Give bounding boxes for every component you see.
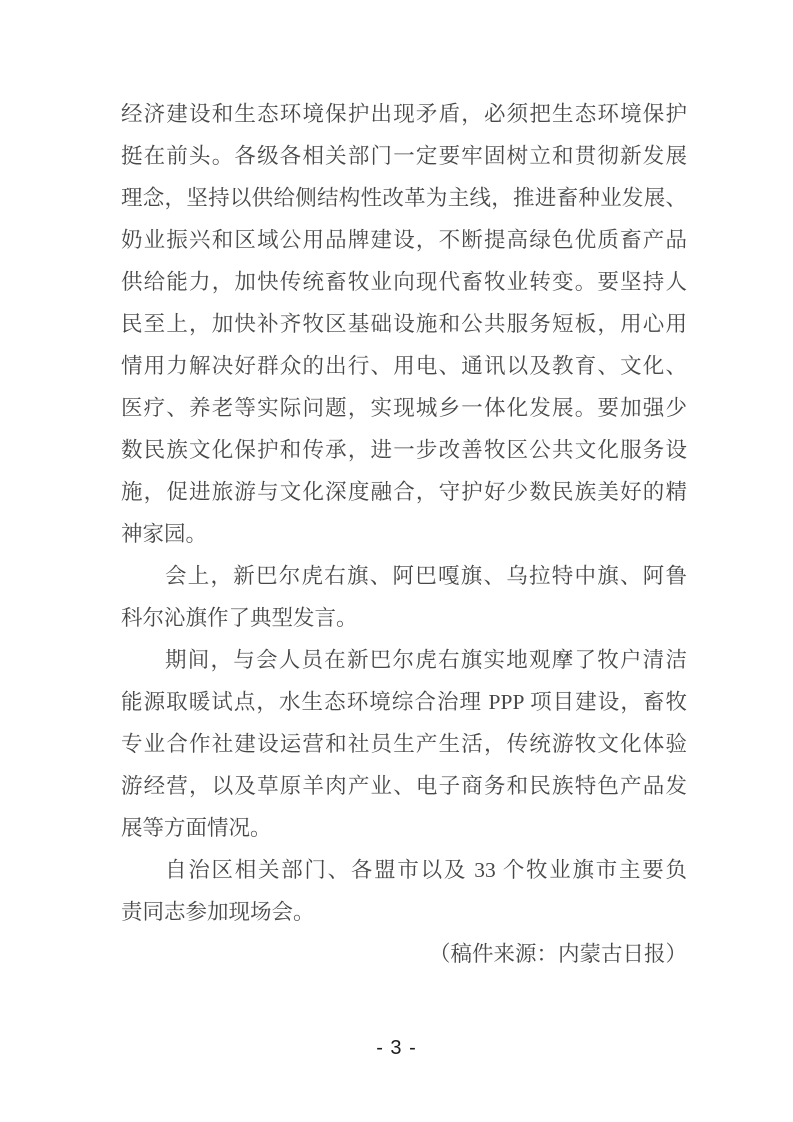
text-line: 挺在前头。各级各相关部门一定要牢固树立和贯彻新发展	[121, 144, 687, 168]
text-line: 游经营，以及草原羊肉产业、电子商务和民族特色产品发	[121, 774, 687, 798]
text-line: 自治区相关部门、各盟市以及 33 个牧业旗市主要负	[165, 858, 687, 882]
text-line: 民至上，加快补齐牧区基础设施和公共服务短板，用心用	[121, 312, 687, 336]
document-body	[121, 93, 687, 975]
text-line: 科尔沁旗作了典型发言。	[121, 606, 358, 630]
text-line: 能源取暖试点，水生态环境综合治理 PPP 项目建设，畜牧	[121, 690, 687, 714]
paragraph	[121, 639, 687, 849]
page-number: - 3 -	[376, 1037, 417, 1059]
paragraph	[121, 93, 687, 555]
paragraph	[121, 555, 687, 639]
text-line: 医疗、养老等实际问题，实现城乡一体化发展。要加强少	[121, 396, 687, 420]
text-line: 会上，新巴尔虎右旗、阿巴嘎旗、乌拉特中旗、阿鲁	[165, 564, 687, 588]
text-line: 期间，与会人员在新巴尔虎右旗实地观摩了牧户清洁	[165, 648, 687, 672]
text-line: 责同志参加现场会。	[121, 900, 315, 924]
text-line: 奶业振兴和区域公用品牌建设，不断提高绿色优质畜产品	[121, 228, 687, 252]
text-line: 供给能力，加快传统畜牧业向现代畜牧业转变。要坚持人	[121, 270, 687, 294]
text-line: 数民族文化保护和传承，进一步改善牧区公共文化服务设	[121, 438, 687, 462]
text-line: 神家园。	[121, 522, 208, 546]
text-line: 展等方面情况。	[121, 816, 272, 840]
text-line: 经济建设和生态环境保护出现矛盾，必须把生态环境保护	[121, 102, 687, 126]
text-line: 施，促进旅游与文化深度融合，守护好少数民族美好的精	[121, 480, 687, 504]
text-line: 情用力解决好群众的出行、用电、通讯以及教育、文化、	[121, 354, 687, 378]
paragraph	[121, 849, 687, 933]
text-line: 专业合作社建设运营和社员生产生活，传统游牧文化体验	[121, 732, 687, 756]
text-line: 理念，坚持以供给侧结构性改革为主线，推进畜种业发展、	[121, 186, 687, 210]
source-credit: （稿件来源：内蒙古日报）	[428, 942, 687, 966]
